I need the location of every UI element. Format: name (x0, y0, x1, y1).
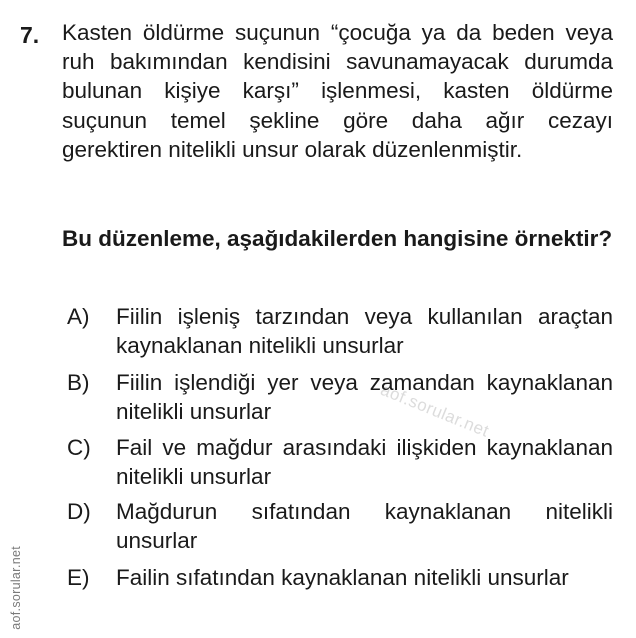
option-a-letter: A) (67, 304, 90, 329)
question-number: 7. (20, 22, 40, 48)
option-a-text: Fiilin işleniş tarzından veya kullanılan araçtan kaynaklanan nitelikli unsurlar (116, 304, 613, 359)
option-d[interactable] (64, 497, 613, 563)
option-c-text: Fail ve mağdur arasındaki ilişkiden kaynaklanan nitelikli unsurlar (116, 435, 613, 490)
answer-options (64, 302, 613, 592)
center-watermark: aof.sorular.net (377, 380, 492, 441)
question-stem: Kasten öldürme suçunun “çocuğa ya da beden veya ruh bakımından kendisini savunamayacak durumda bulunan kişiye karşı” işlenmesi, kasten öldürme suçunun temel şekline göre daha ağır cezayı gerektiren nitelikli unsur olarak düzenlenmiştir. (62, 20, 613, 162)
option-e[interactable] (64, 563, 613, 592)
option-d-letter: D) (67, 499, 91, 524)
option-a[interactable] (64, 302, 613, 368)
option-b-letter: B) (67, 370, 90, 395)
option-d-text: Mağdurun sıfatından kaynaklanan nitelikli unsurlar (116, 499, 613, 554)
question-prompt: Bu düzenleme, aşağıdakilerden hangisine örnektir? (62, 226, 613, 251)
option-c[interactable] (64, 433, 613, 497)
side-watermark: aof.sorular.net (9, 546, 23, 630)
option-b-text: Fiilin işlendiği yer veya zamandan kaynaklanan nitelikli unsurlar (116, 370, 613, 425)
option-b[interactable] (64, 368, 613, 433)
option-e-text: Failin sıfatından kaynaklanan nitelikli unsurlar (116, 565, 569, 590)
option-c-letter: C) (67, 435, 91, 460)
option-e-letter: E) (67, 565, 90, 590)
